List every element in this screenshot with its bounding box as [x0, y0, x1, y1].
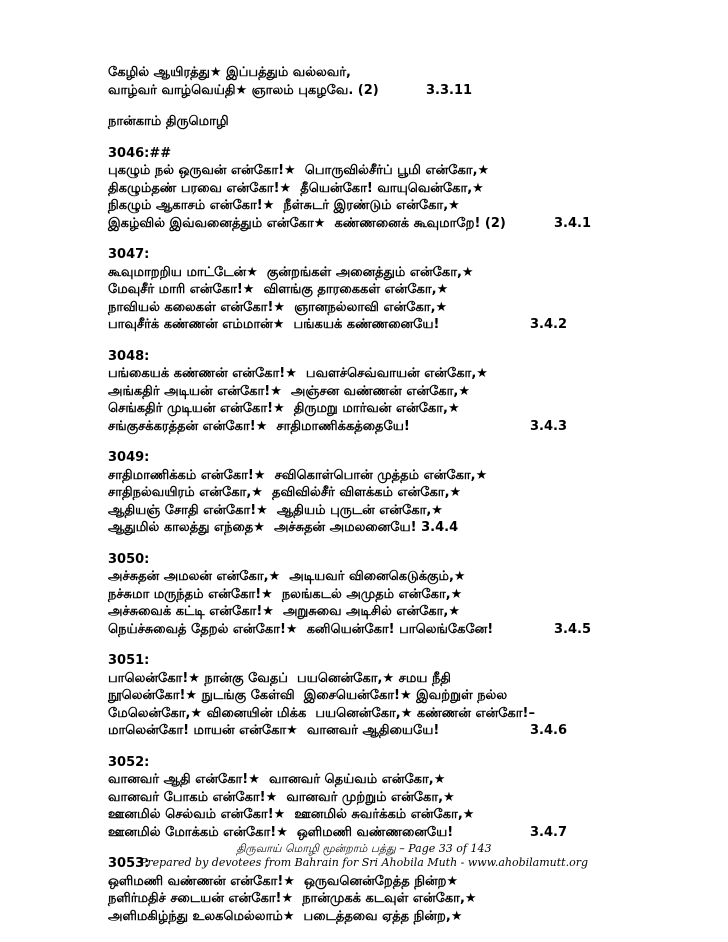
- verse-line: [108, 621, 592, 639]
- verse-number-line: [108, 145, 578, 163]
- verse-block: [108, 145, 592, 233]
- block-spacer: [108, 638, 578, 652]
- line-text: அச்சுவைக் கட்டி என்கோ!★ அறுசுவை அடிசில் என்கோ,★: [108, 604, 461, 619]
- line-text: பாவுசீர்க் கண்ணன் எம்மான்★ பங்கயக் கண்ணனையே!: [108, 317, 440, 332]
- line-text: 3046:##: [108, 145, 172, 161]
- line-text: செங்கதிர் முடியன் என்கோ!★ திருமறு மார்வன் என்கோ,★: [108, 401, 460, 416]
- verse-block: [108, 246, 578, 334]
- line-text: புகழும் நல் ஒருவன் என்கோ!★ பொருவில்சீர்ப் பூமி என்கோ,★: [108, 163, 490, 178]
- verse-line: [108, 264, 578, 282]
- verse-reference: 3.4.5: [554, 621, 592, 637]
- verse-line: [108, 467, 578, 485]
- verse-line: [108, 568, 578, 586]
- verse-line: [108, 82, 578, 100]
- line-text: சாதிநல்வயிரம் என்கோ,★ தவிவில்சீர் விளக்கம் என்கோ,★: [108, 485, 462, 500]
- line-text: இகழ்வில் இவ்வனைத்தும் என்கோ★ கண்ணனைக் கூவுமாறே! (2): [108, 215, 506, 231]
- line-text: நெய்ச்சுவைத் தேறல் என்கோ!★ கனியென்கோ! பாலெங்கேனே!: [108, 621, 494, 637]
- verse-line: [108, 908, 578, 926]
- block-spacer: [108, 99, 578, 113]
- line-text: நூலென்கோ!★ நுடங்கு கேள்வி இசையென்கோ!★ இவற்றுள் நல்ல: [108, 688, 508, 703]
- line-text: கூவுமாறறிய மாட்டேன்★ குன்றங்கள் அனைத்தும் என்கோ,★: [108, 264, 474, 280]
- verse-line: [108, 299, 578, 317]
- block-spacer: [108, 131, 578, 145]
- verse-reference: 3.3.11: [426, 82, 473, 98]
- verse-line: [108, 502, 578, 520]
- verse-number-line: [108, 652, 578, 670]
- page-footer: [0, 842, 728, 870]
- line-text: கேழில் ஆயிரத்து★ இப்பத்தும் வல்லவர்,: [108, 65, 351, 80]
- verse-line: [108, 197, 578, 215]
- line-text: நிகழும் ஆகாசம் என்கோ!★ நீள்சுடர் இரண்டும் என்கோ,★: [108, 198, 460, 213]
- verse-number-line: [108, 551, 578, 569]
- verse-line: [108, 113, 578, 131]
- footer-title: திருவாய் மொழி மூன்றாம் பத்து – Page 33 of 143: [236, 842, 492, 855]
- verse-line: [108, 316, 578, 334]
- verse-block: [108, 551, 592, 639]
- verse-number-line: [108, 754, 578, 772]
- line-text: பாலென்கோ!★ நான்கு வேதப் பயனென்கோ,★ சமய நீதி: [108, 670, 451, 686]
- line-text: ஆதியஞ் சோதி என்கோ!★ ஆதியம் புருடன் என்கோ,★: [108, 502, 443, 518]
- line-text: அங்கதிர் அடியன் என்கோ!★ அஞ்சன வண்ணன் என்கோ,★: [108, 383, 470, 399]
- verse-line: [108, 873, 578, 891]
- line-text: நச்சுமா மருந்தம் என்கோ!★ நலங்கடல் அமுதம் என்கோ,★: [108, 586, 463, 602]
- verse-reference: 3.4.6: [530, 723, 568, 738]
- line-text: 3053:: [108, 856, 150, 871]
- verse-line: [108, 789, 578, 807]
- line-text: மேலென்கோ,★ வினையின் மிக்க பயனென்கோ,★ கண்ணன் என்கோ!–: [108, 705, 535, 721]
- line-text: 3051:: [108, 653, 150, 668]
- line-text: சாதிமாணிக்கம் என்கோ!★ சவிகொள்பொன் முத்தம் என்கோ,★: [108, 467, 488, 483]
- line-text: வாழ்வர் வாழ்வெய்தி★ ஞாலம் புகழவே. (2): [108, 82, 379, 98]
- block-spacer: [108, 232, 578, 246]
- verse-block: [108, 754, 578, 842]
- line-text: 3049:: [108, 450, 150, 465]
- line-text: ஒளிமணி வண்ணன் என்கோ!★ ஒருவனென்றேத்த நின்ற★: [108, 873, 459, 889]
- line-text: 3048:: [108, 348, 150, 364]
- verse-line: [108, 705, 578, 723]
- line-text: நளிர்மதிச் சடையன் என்கோ!★ நான்முகக் கடவுள் என்கோ,★: [108, 891, 477, 906]
- verse-line: [108, 670, 578, 688]
- verse-line: [108, 180, 578, 198]
- footer-credit: Prepared by devotees from Bahrain for Sri Ahobila Muth - www.ahobilamutt.org: [139, 856, 589, 869]
- verse-line: [108, 400, 578, 418]
- verse-block: [108, 348, 578, 436]
- verse-line: [108, 162, 578, 180]
- verse-line: [108, 64, 578, 82]
- verse-line: [108, 215, 592, 233]
- block-spacer: [108, 435, 578, 449]
- verse-block: [108, 113, 578, 131]
- line-text: அளிமகிழ்ந்து உலகமெல்லாம்★ படைத்தவை ஏத்த நின்ற,★: [108, 908, 463, 924]
- line-text: 3052:: [108, 754, 150, 770]
- verse-line: [108, 281, 578, 299]
- block-spacer: [108, 537, 578, 551]
- line-text: பங்கையக் கண்ணன் என்கோ!★ பவளச்செவ்வாயன் என்கோ,★: [108, 366, 488, 381]
- verse-line: [108, 418, 578, 436]
- line-text: மேவுசீர் மாரி என்கோ!★ விளங்கு தாரகைகள் என்கோ,★: [108, 282, 449, 297]
- document-body: [108, 64, 592, 925]
- line-text: 3047:: [108, 247, 150, 262]
- line-text: மாலென்கோ! மாயன் என்கோ★ வானவர் ஆதியையே!: [108, 723, 440, 738]
- block-spacer: [108, 334, 578, 348]
- verse-line: [108, 603, 578, 621]
- line-text: ஊனமில் மோக்கம் என்கோ!★ ஒளிமணி வண்ணனையே!: [108, 824, 454, 840]
- line-text: அச்சுதன் அமலன் என்கோ,★ அடியவர் வினைகெடுக்கும்,★: [108, 569, 466, 584]
- verse-number-line: [108, 348, 578, 366]
- line-text: நான்காம் திருமொழி: [108, 114, 229, 129]
- verse-reference: 3.4.7: [530, 824, 568, 840]
- verse-line: [108, 824, 578, 842]
- verse-line: [108, 365, 578, 383]
- verse-reference: 3.4.1: [554, 215, 592, 231]
- verse-number-line: [108, 246, 578, 264]
- line-text: வானவர் போகம் என்கோ!★ வானவர் முற்றும் என்கோ,★: [108, 789, 455, 805]
- verse-number-line: [108, 449, 578, 467]
- verse-line: [108, 890, 578, 908]
- verse-line: [108, 771, 578, 789]
- line-text: வானவர் ஆதி என்கோ!★ வானவர் தெய்வம் என்கோ,★: [108, 772, 446, 787]
- verse-block: [108, 652, 578, 740]
- block-spacer: [108, 740, 578, 754]
- verse-block: [108, 449, 578, 537]
- line-text: 3050:: [108, 551, 150, 567]
- verse-line: [108, 722, 578, 740]
- verse-line: [108, 806, 578, 824]
- line-text: நாவியல் கலைகள் என்கோ!★ ஞானநல்லாவி என்கோ,★: [108, 299, 448, 315]
- verse-line: [108, 383, 578, 401]
- line-text: திகழும்தண் பரவை என்கோ!★ தீயென்கோ! வாயுவென்கோ,★: [108, 180, 484, 196]
- verse-line: [108, 586, 578, 604]
- verse-block: [108, 64, 578, 99]
- line-text: ஊனமில் செல்வம் என்கோ!★ ஊனமில் சுவர்க்கம் என்கோ,★: [108, 807, 475, 822]
- line-text: ஆதுமில் காலத்து எந்தை★ அச்சுதன் அமலனையே! 3.4.4: [108, 520, 459, 535]
- verse-reference: 3.4.3: [530, 418, 568, 434]
- line-text: சங்குசக்கரத்தன் என்கோ!★ சாதிமாணிக்கத்தையே!: [108, 418, 410, 434]
- verse-line: [108, 687, 578, 705]
- verse-line: [108, 519, 578, 537]
- verse-line: [108, 484, 578, 502]
- verse-reference: 3.4.2: [530, 317, 568, 332]
